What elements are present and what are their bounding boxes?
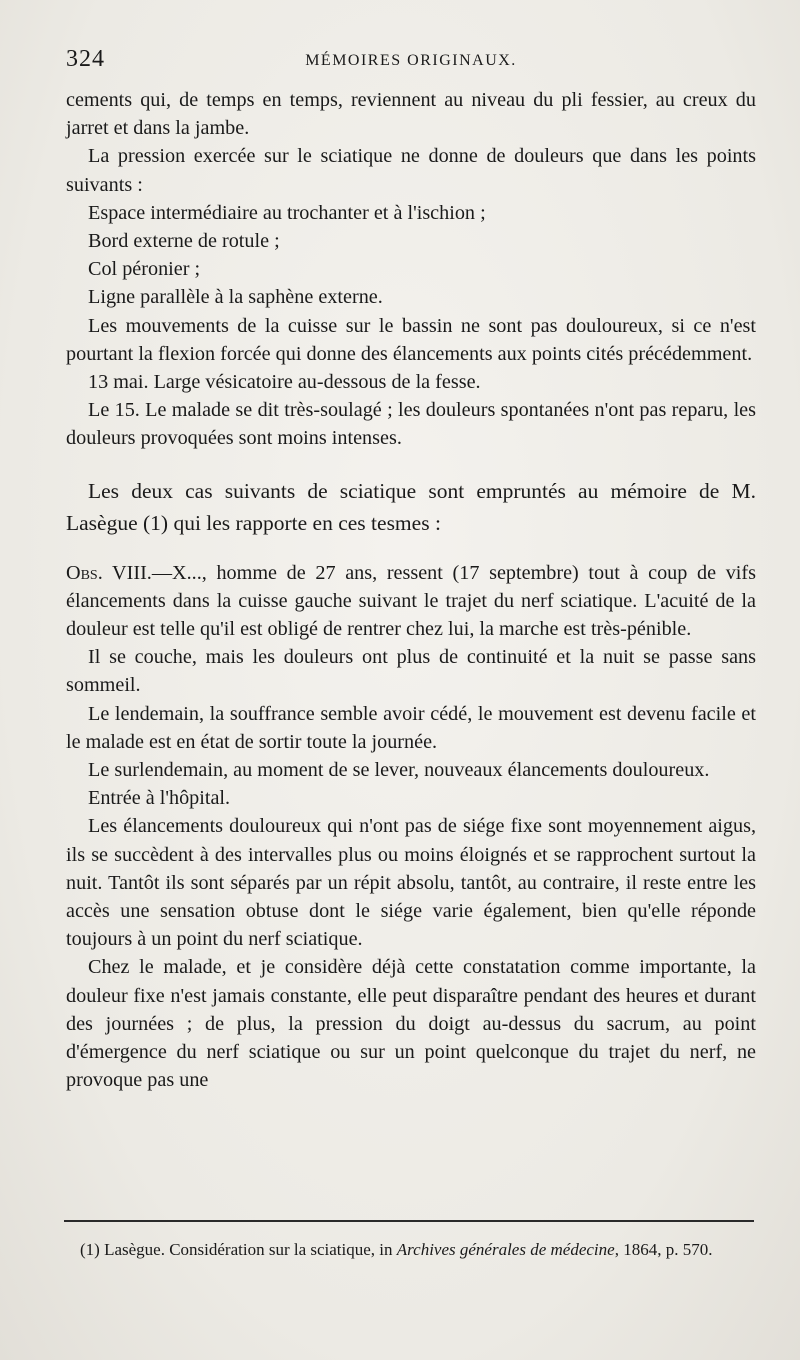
page-number: 324 (66, 46, 105, 72)
footnote-journal: Archives générales de médecine (396, 1240, 615, 1259)
footnote-prefix: (1) Lasègue. Considération sur la sciatique, in (80, 1240, 397, 1259)
list-item: Espace intermédiaire au trochanter et à l'ischion ; (88, 201, 486, 224)
paragraph: Le lendemain, la souffrance semble avoir cédé, le mouvement est devenu facile et le malade est en état de sortir toute la journée. (66, 702, 756, 753)
observation-text: —X..., homme de 27 ans, ressent (17 septembre) tout à coup de vifs élancements dans la cuisse gauche suivant le trajet du nerf sciatique. L'acuité de la douleur est telle qu'il est obligé de rentrer chez lui, la marche est très-pénible. (66, 561, 756, 641)
body-text (66, 86, 756, 1095)
paragraph: Les mouvements de la cuisse sur le bassin ne sont pas douloureux, si ce n'est pourtant la flexion forcée qui donne des élancements aux points cités précédemment. (66, 314, 756, 365)
section-intro: Les deux cas suivants de sciatique sont empruntés au mémoire de M. Lasègue (1) qui les rapporte en ces tesmes : (66, 478, 756, 535)
observation-paragraph (66, 559, 756, 644)
paragraph: Le surlendemain, au moment de se lever, nouveaux élancements douloureux. (88, 759, 710, 782)
running-head (66, 46, 756, 76)
paragraph: La pression exercée sur le sciatique ne donne de douleurs que dans les points suivants : (66, 145, 756, 196)
list-item: Col péronier ; (88, 258, 201, 281)
paragraph: Le 15. Le malade se dit très-soulagé ; les douleurs spontanées n'ont pas reparu, les douleurs provoquées sont moins intenses. (66, 399, 756, 450)
list-item: Ligne parallèle à la saphène externe. (88, 286, 383, 309)
paragraph: Chez le malade, et je considère déjà cette constatation comme importante, la douleur fixe n'est jamais constante, elle peut disparaître pendant des heures et durant des journées ; de plus, la pression du doigt au-dessus du sacrum, au point d'émergence du nerf sciatique ou sur un point quelconque du trajet du nerf, ne provoque pas une (66, 956, 756, 1092)
list-item: Bord externe de rotule ; (88, 230, 280, 253)
footnote-suffix: , 1864, p. 570. (614, 1240, 713, 1259)
running-title: MÉMOIRES ORIGINAUX. (305, 52, 517, 69)
paragraph: Les élancements douloureux qui n'ont pas de siége fixe sont moyennement aigus, ils se succèdent à des intervalles plus ou moins éloignés et se rapprochent surtout la nuit. Tantôt ils sont séparés par un répit absolu, tantôt, au contraire, il reste entre les accès une sensation obtuse dont le siége varie également, bien qu'elle réponde toujours à un point du nerf sciatique. (66, 815, 756, 951)
observation-label: Obs. VIII. (66, 561, 152, 584)
footnote (66, 1236, 756, 1264)
paragraph: Entrée à l'hôpital. (88, 787, 231, 810)
paragraph: 13 mai. Large vésicatoire au-dessous de la fesse. (88, 371, 481, 394)
paragraph: Il se couche, mais les douleurs ont plus de continuité et la nuit se passe sans sommeil. (66, 646, 756, 697)
paragraph: cements qui, de temps en temps, reviennent au niveau du pli fessier, au creux du jarret et dans la jambe. (66, 89, 756, 140)
footnote-rule (64, 1220, 754, 1222)
